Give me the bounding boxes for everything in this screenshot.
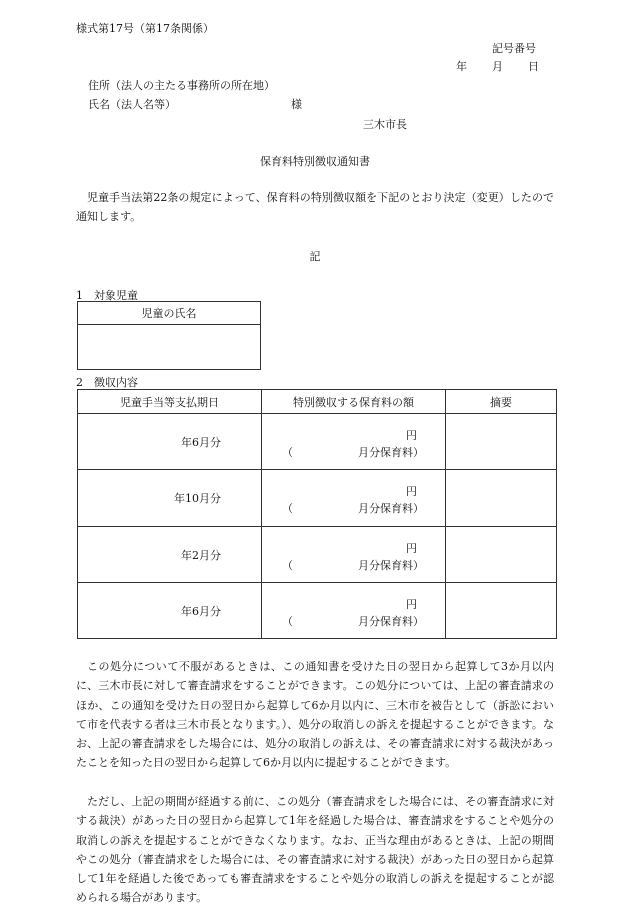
yen-label: 円 <box>406 485 417 498</box>
yen-label: 円 <box>406 598 417 611</box>
remarks-cell[interactable] <box>446 470 557 527</box>
address-label: 住所（法人の主たる事務所の所在地） <box>88 79 275 92</box>
section2-heading: 2 徴収内容 <box>76 376 138 389</box>
child-name-cell[interactable] <box>78 325 261 370</box>
intro-paragraph: 児童手当法第22条の規定によって、保育料の特別徴収額を下記のとおり決定（変更）したので通知します。 <box>76 191 554 224</box>
honorific: 様 <box>291 98 302 111</box>
month-fee-label: 月分保育料） <box>358 615 424 628</box>
yen-label: 円 <box>406 542 417 555</box>
date-year: 年 <box>456 60 467 73</box>
appeal-notice-paragraph-1: この処分について不服があるときは、この通知書を受けた日の翌日から起算して3か月以内に、三木市長に対して審査請求をすることができます。この処分については、上記の審査請求のほか、この通知を受けた日の翌日から起算して6か月以内に、三木市を被告として（訴訟において市を代表する者は三木市長となります。）、処分の取消しの訴えを提起することができます。なお、上記の審査請求をした場合には、処分の取消しの訴えは、その審査請求に対する裁決があったことを知った日の翌日から起算して6か月以内に提起することができます。 <box>76 660 554 770</box>
open-paren: （ <box>282 446 293 459</box>
yen-label: 円 <box>406 429 417 442</box>
remarks-cell[interactable] <box>446 414 557 470</box>
date-day: 日 <box>528 60 539 73</box>
table-row <box>78 414 557 470</box>
date-month: 月 <box>492 60 503 73</box>
open-paren: （ <box>282 615 293 628</box>
issuer: 三木市長 <box>363 118 407 131</box>
payment-period: 年10月分 <box>78 470 262 527</box>
open-paren: （ <box>282 502 293 515</box>
col-header-amount: 特別徴収する保育料の額 <box>262 390 446 414</box>
amount-cell[interactable] <box>262 470 446 527</box>
month-fee-label: 月分保育料） <box>358 502 424 515</box>
table-row <box>78 527 557 583</box>
ki-marker: 記 <box>309 250 321 263</box>
collection-table <box>77 389 557 639</box>
col-header-payment-date: 児童手当等支払期日 <box>78 390 262 414</box>
form-number: 様式第17号（第17条関係） <box>76 22 214 35</box>
child-name-header: 児童の氏名 <box>78 302 261 325</box>
month-fee-label: 月分保育料） <box>358 559 424 572</box>
col-header-remarks: 摘要 <box>446 390 557 414</box>
remarks-cell[interactable] <box>446 583 557 639</box>
table-row <box>78 583 557 639</box>
table-row <box>78 470 557 527</box>
amount-cell[interactable] <box>262 583 446 639</box>
name-label: 氏名（法人名等） <box>88 98 176 111</box>
payment-period: 年6月分 <box>78 414 262 470</box>
payment-period: 年6月分 <box>78 583 262 639</box>
amount-cell[interactable] <box>262 414 446 470</box>
payment-period: 年2月分 <box>78 527 262 583</box>
document-title: 保育料特別徴収通知書 <box>260 155 370 168</box>
month-fee-label: 月分保育料） <box>358 446 424 459</box>
child-table <box>77 301 261 370</box>
amount-cell[interactable] <box>262 527 446 583</box>
section1-heading: 1 対象児童 <box>76 289 138 302</box>
appeal-notice-paragraph-2: ただし、上記の期間が経過する前に、この処分（審査請求をした場合には、その審査請求に対する裁決）があった日の翌日から起算して1年を経過した場合は、審査請求をすることや処分の取消しの訴えを提起することができなくなります。なお、正当な理由があるときは、上記の期間やこの処分（審査請求をした場合には、その審査請求に対する裁決）があった日の翌日から起算して1年を経過した後であっても審査請求をすることや処分の取消しの訴えを提起することが認められる場合があります。 <box>76 795 554 905</box>
document-number-label: 記号番号 <box>492 42 536 55</box>
remarks-cell[interactable] <box>446 527 557 583</box>
open-paren: （ <box>282 559 293 572</box>
